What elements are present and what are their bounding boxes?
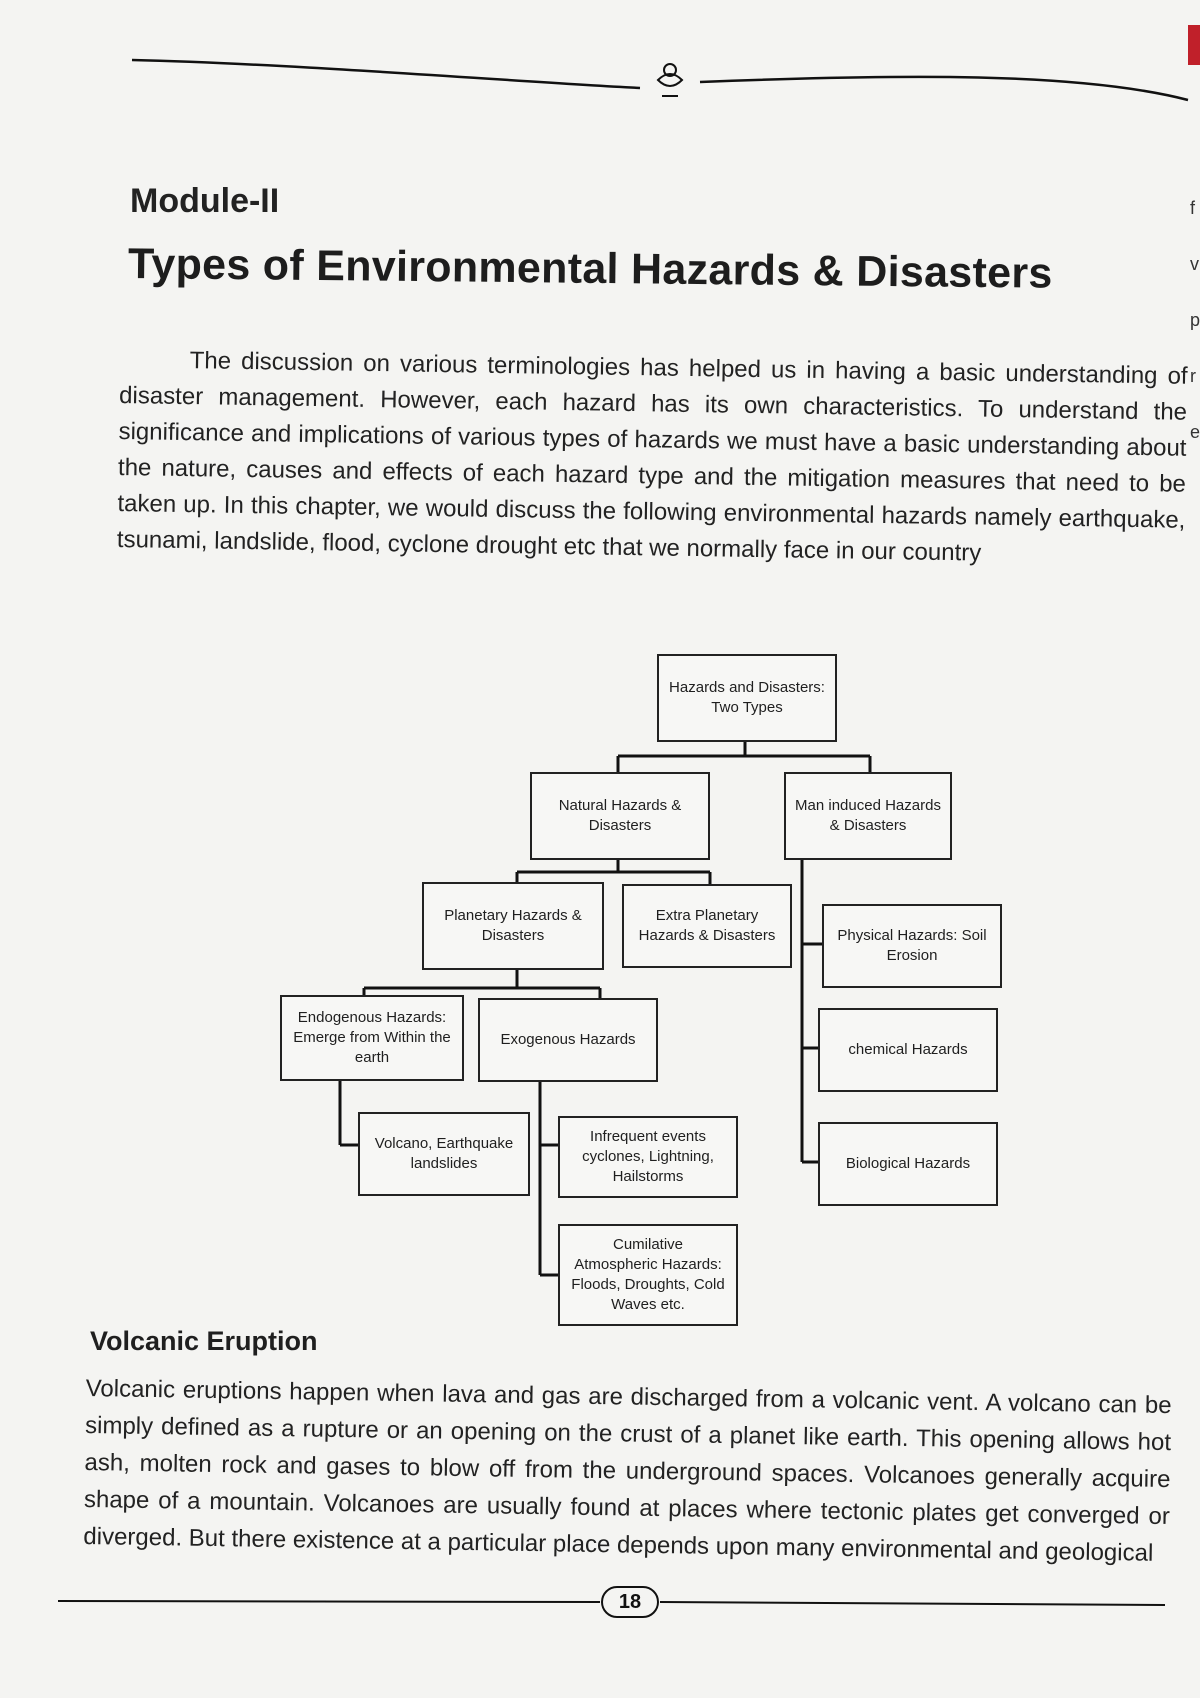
top-ornamental-rule [0,0,1200,130]
root-box: Hazards and Disasters: Two Types [657,654,837,742]
exogenous-hazards-box: Exogenous Hazards [478,998,658,1082]
page-number: 18 [618,1591,642,1613]
adjacent-page-bleed: f v p r e [1190,198,1200,442]
physical-hazards-box: Physical Hazards: Soil Erosion [822,904,1002,988]
footer-rule [0,1575,1200,1635]
extra-planetary-hazards-box: Extra Planetary Hazards & Disasters [622,884,792,968]
hazard-classification-diagram [293,650,1020,1330]
chemical-hazards-box: chemical Hazards [818,1008,998,1092]
biological-hazards-box: Biological Hazards [818,1122,998,1206]
planetary-hazards-box: Planetary Hazards & Disasters [422,882,604,970]
section-heading-volcanic-eruption: Volcanic Eruption [90,1326,318,1356]
natural-hazards-box: Natural Hazards & Disasters [530,772,710,860]
cumulative-hazards-box: Cumilative Atmospheric Hazards: Floods, Droughts, Cold Waves etc. [558,1224,738,1326]
intro-paragraph: The discussion on various terminologies has helped us in having a basic understanding of disaster management. However, each hazard has its own characteristics. To understand the significance and implications of various types of hazards we must have a basic understanding about the nature, causes and effects of each hazard type and the mitigation measures that need to be taken up. In this chapter, we would discuss the following environmental hazards namely earthquake, tsunami, landslide, flood, cyclone drought etc that we normally face in our country [116,347,1188,567]
volcano-earthquake-box: Volcano, Earthquake landslides [358,1112,530,1196]
page-title: Types of Environmental Hazards & Disasters [127,240,1053,298]
endogenous-hazards-box: Endogenous Hazards: Emerge from Within the earth [280,995,464,1081]
edge-color-mark [1188,25,1200,65]
ornament-icon [658,64,682,96]
volcanic-eruption-paragraph: Volcanic eruptions happen when lava and gas are discharged from a volcanic vent. A volcano can be simply defined as a rupture or an opening on the crust of a planet like earth. This opening allows hot ash, molten rock and gases to blow off from the underground spaces. Volcanoes generally acquire shape of a mountain. Volcanoes are usually found at places where tectonic plates get converged or diverged. But there existence at a particular place depends upon many environmental and geological [83,1374,1172,1567]
man-induced-hazards-box: Man induced Hazards & Disasters [784,772,952,860]
infrequent-events-box: Infrequent events cyclones, Lightning, Hailstorms [558,1116,738,1198]
module-label: Module-II [130,182,280,220]
